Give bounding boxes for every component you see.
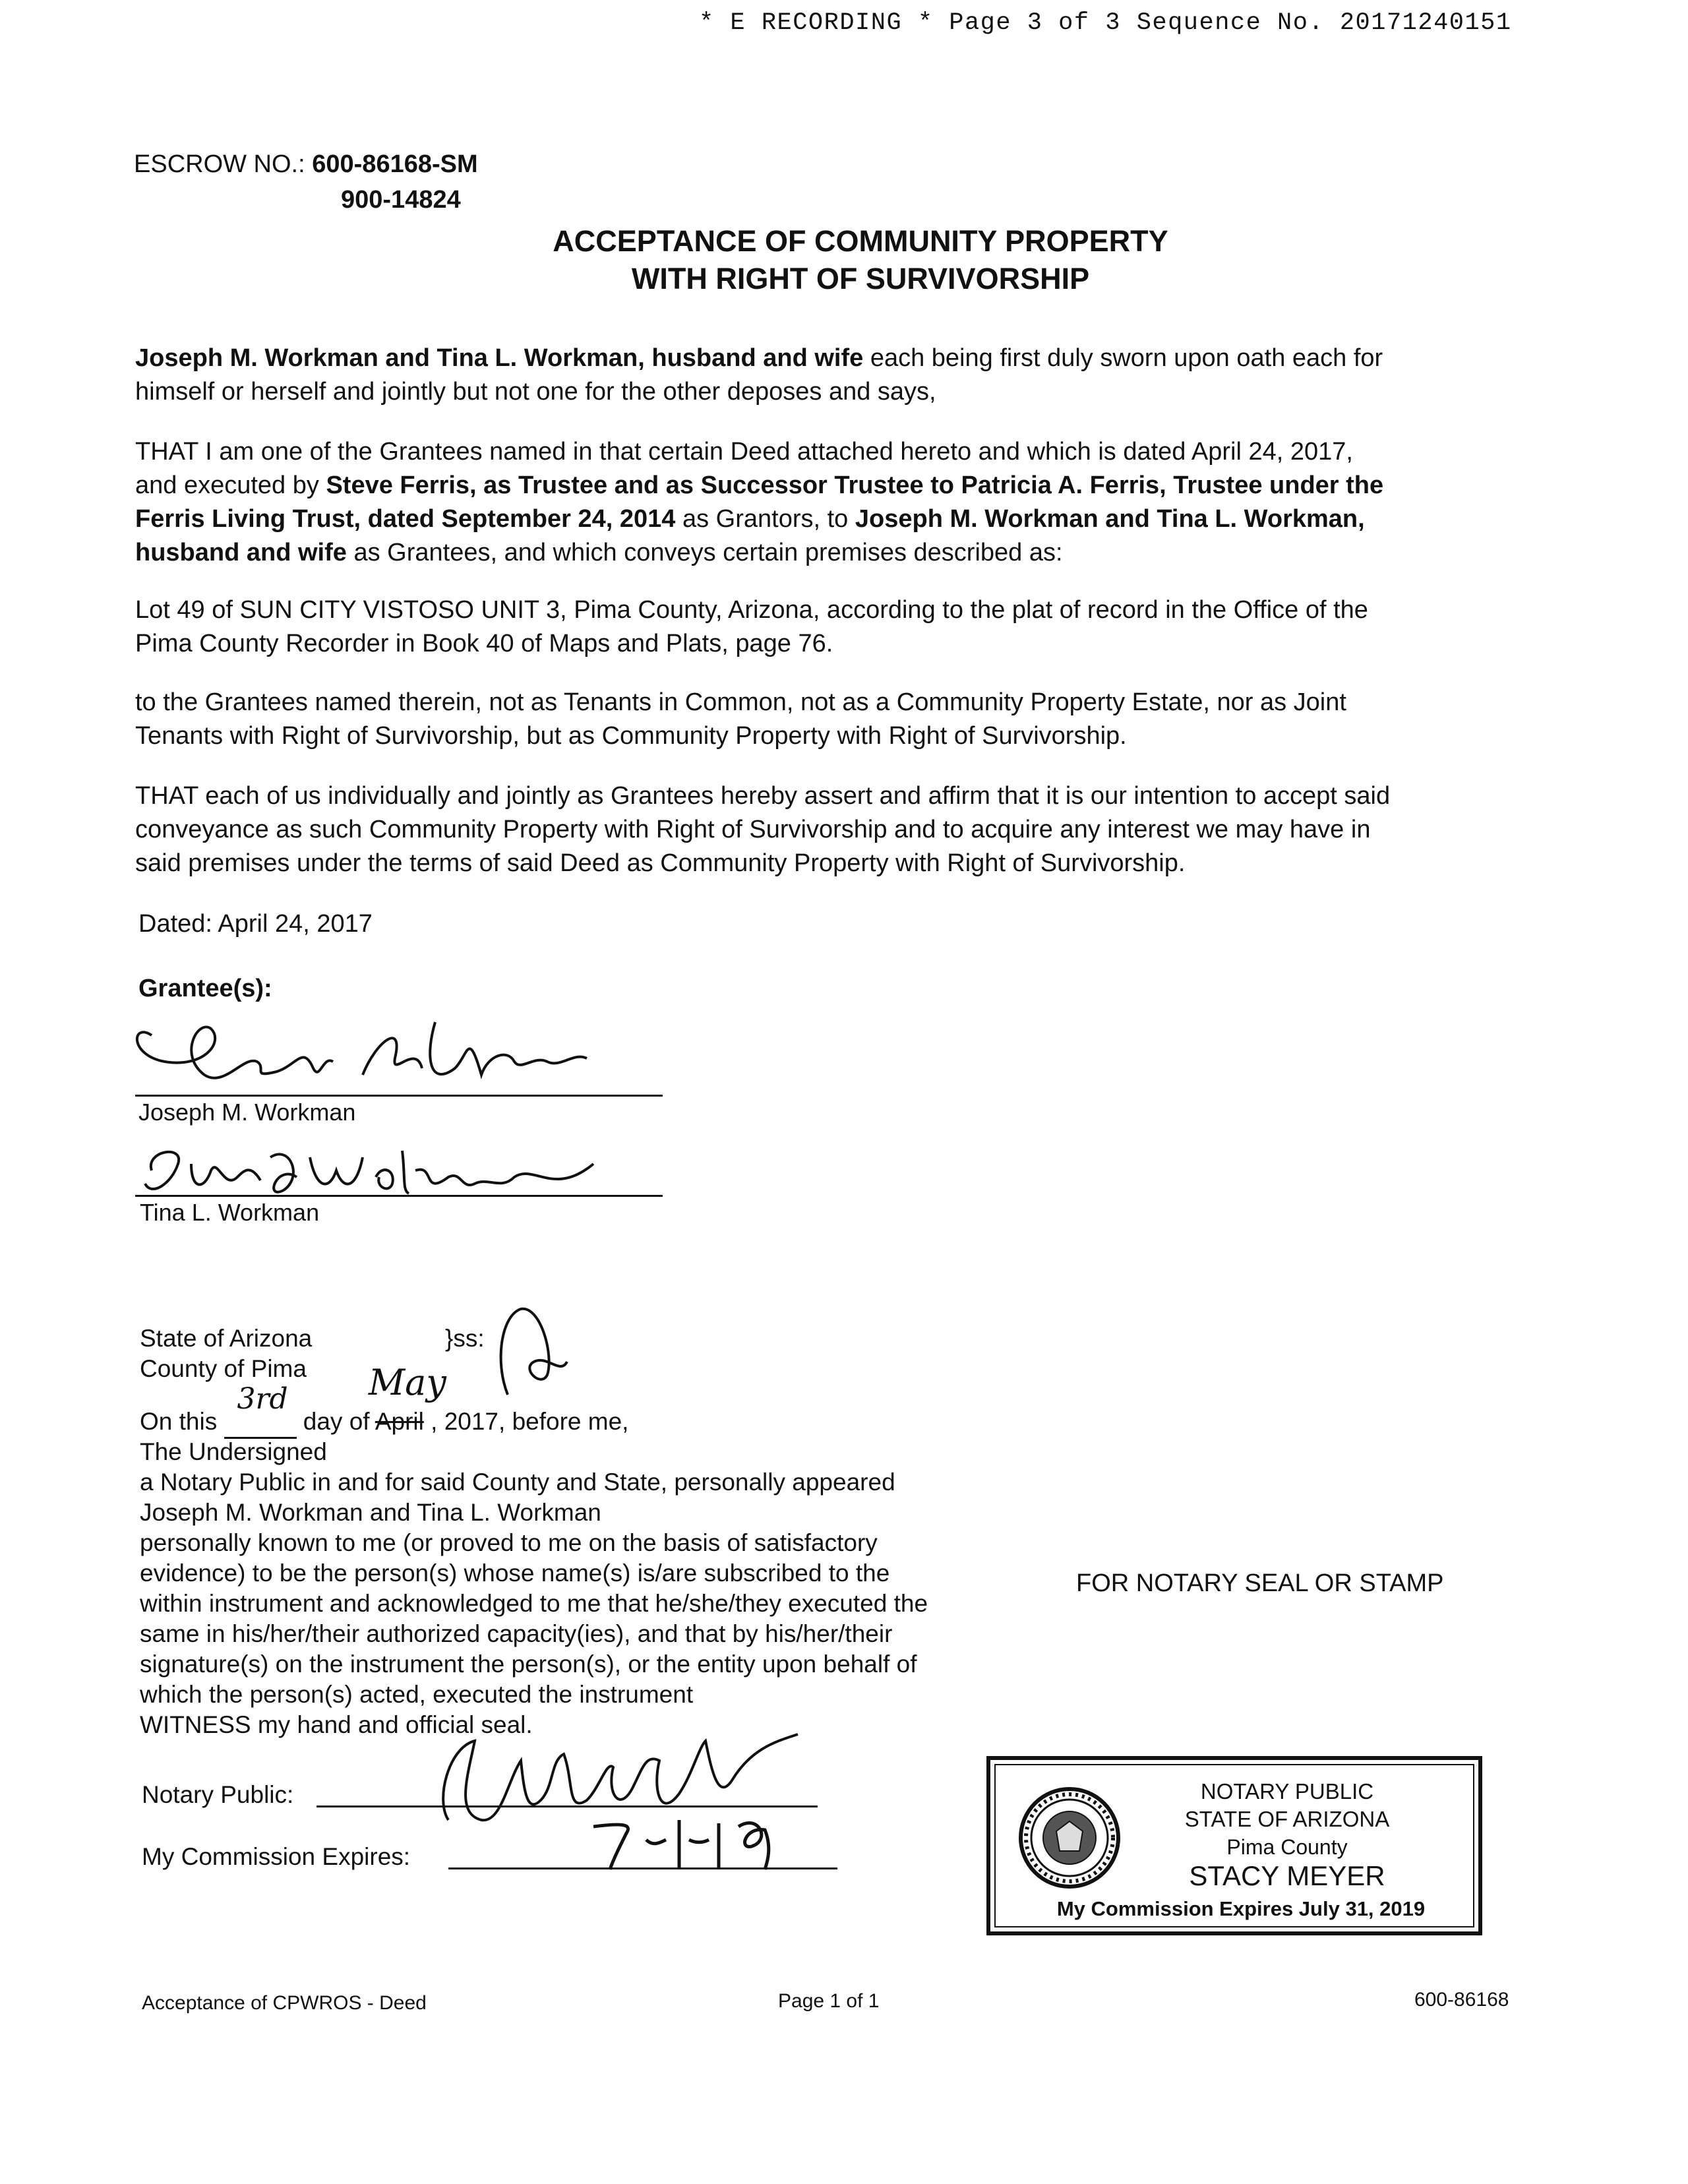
day-blank [224,1382,297,1439]
notary-line9: WITNESS my hand and official seal. [140,1711,533,1738]
stamp-line4: STACY MEYER [1189,1860,1385,1891]
para3-line2: Pima County Recorder in Book 40 of Maps and Plats, page 76. [135,630,833,657]
grantors-bold: Steve Ferris, as Trustee and as Successor Trustee to Patricia A. Ferris, Trustee under the [326,471,1384,499]
footer-left: Acceptance of CPWROS - Deed [142,1992,427,2014]
paragraph-legal-description [135,593,1513,661]
para3-line1: Lot 49 of SUN CITY VISTOSO UNIT 3, Pima County, Arizona, according to the plat of record in the Office of the [135,596,1368,624]
paragraph-2 [135,435,1513,570]
paragraph-1 [135,342,1513,409]
grantee2-signature-line [135,1195,663,1197]
grantee1-name: Joseph M. Workman [138,1099,356,1126]
para2-line3c: as Grantors, to [675,505,855,533]
notary-stamp [986,1756,1482,1935]
escrow-label: ESCROW NO.: [134,150,305,178]
seal-placeholder: FOR NOTARY SEAL OR STAMP [1076,1569,1444,1597]
day-of-text: day of [303,1408,370,1435]
notary-line5: within instrument and acknowledged to me that he/she/they executed the [140,1590,928,1617]
document-title-line2: WITH RIGHT OF SURVIVORSHIP [631,262,1090,295]
paragraph-4 [135,686,1513,753]
escrow-number-2: 900-14824 [341,186,461,214]
notary-state: State of Arizona [140,1325,313,1352]
para4-line1: to the Grantees named therein, not as Tenants in Common, not as a Community Property Estate, nor as Joint [135,688,1346,716]
recording-header: * E RECORDING * Page 3 of 3 Sequence No. 20171240151 [699,9,1512,37]
month-field [368,1362,446,1435]
on-this-text: On this [140,1408,218,1435]
stamp-line3: Pima County [1226,1835,1348,1859]
para1-text: each being first duly sworn upon oath each for [863,344,1383,372]
para4-line2: Tenants with Right of Survivorship, but as Community Property with Right of Survivorship. [135,722,1127,750]
commission-label: My Commission Expires: [142,1843,411,1870]
grantees-bold-2: Joseph M. Workman and Tina L. Workman, [855,505,1365,533]
notary-line3: personally known to me (or proved to me on the basis of satisfactory [140,1529,878,1556]
para5-line3: said premises under the terms of said Deed as Community Property with Right of Survivorship. [135,849,1186,877]
notary-seal-emblem-icon [1017,1785,1122,1891]
para1-line2: himself or herself and jointly but not one for the other deposes and says, [135,378,936,406]
para2-line1: THAT I am one of the Grantees named in that certain Deed attached hereto and which is dated April 24, 2017, [135,438,1353,466]
month-handwritten: May [368,1362,446,1403]
grantee1-signature [125,1016,600,1108]
stamp-line1: NOTARY PUBLIC [1200,1779,1374,1804]
day-handwritten: 3rd [237,1382,288,1416]
year-before-me: , 2017, before me, [431,1408,629,1435]
footer-center: Page 1 of 1 [778,1990,880,2012]
notary-line1: a Notary Public in and for said County and State, personally appeared [140,1469,895,1496]
notary-ss: }ss: [445,1325,485,1352]
para2-line4c: as Grantees, and which conveys certain premises described as: [346,539,1063,566]
month-struck: April [375,1408,424,1435]
trust-bold: Ferris Living Trust, dated September 24, 2014 [135,505,676,533]
stamp-line2: STATE OF ARIZONA [1184,1807,1390,1831]
notary-line8: which the person(s) acted, executed the instrument [140,1681,694,1708]
notary-line6: same in his/her/their authorized capacity(ies), and that by his/her/their [140,1620,893,1647]
document-title-line1: ACCEPTANCE OF COMMUNITY PROPERTY [553,224,1168,258]
notary-initials-mark [481,1302,574,1401]
dated-line: Dated: April 24, 2017 [138,910,373,938]
notary-undersigned: The Undersigned [140,1438,327,1465]
husband-wife-bold: husband and wife [135,539,347,566]
para2-line2a: and executed by [135,471,326,499]
notary-line4: evidence) to be the person(s) whose name(s) is/are subscribed to the [140,1560,890,1587]
escrow-number-line [134,150,478,179]
commission-handwritten [580,1807,831,1873]
notary-public-label: Notary Public: [142,1781,294,1808]
grantee1-signature-line [135,1095,663,1097]
stamp-line5: My Commission Expires July 31, 2019 [1056,1897,1426,1920]
notary-line2: Joseph M. Workman and Tina L. Workman [140,1499,601,1526]
para5-line2: conveyance as such Community Property with Right of Survivorship and to acquire any interest we may have in [135,816,1371,843]
grantees-bold: Joseph M. Workman and Tina L. Workman, husband and wife [135,344,864,372]
para5-line1: THAT each of us individually and jointly as Grantees hereby assert and affirm that it is our intention to accept said [135,782,1391,810]
paragraph-5 [135,779,1513,880]
grantee2-name: Tina L. Workman [140,1199,320,1226]
footer-right: 600-86168 [1414,1989,1509,2011]
notary-county: County of Pima [140,1355,307,1382]
grantees-label: Grantee(s): [138,975,272,1002]
notary-line7: signature(s) on the instrument the person(s), or the entity upon behalf of [140,1651,917,1678]
escrow-number-1: 600-86168-SM [312,150,478,178]
